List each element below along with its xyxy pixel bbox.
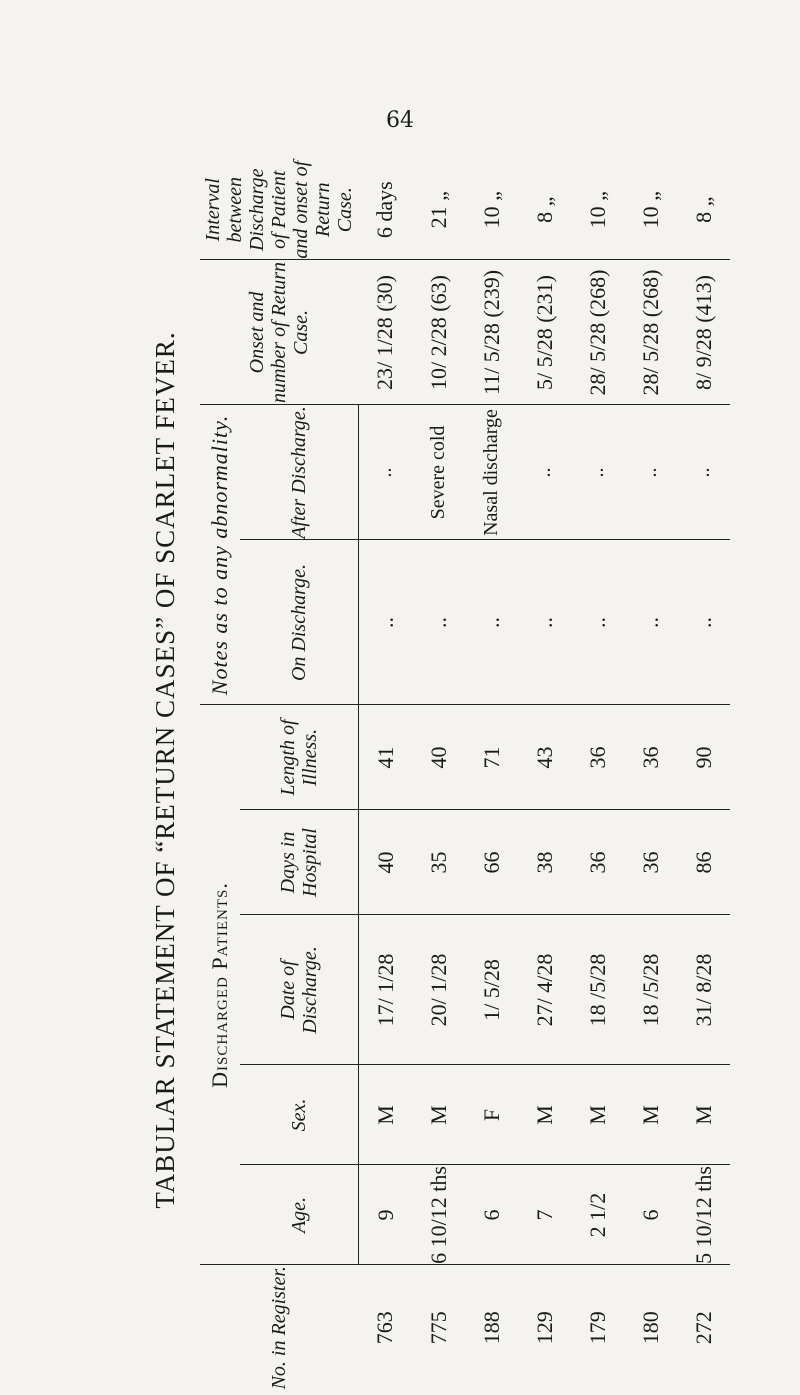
cell-onset: 8/ 9/28 (413) [677,260,730,405]
header-after-discharge: After Discharge. [240,405,359,540]
cell-interval: 8 „ [531,196,557,223]
cell-after-discharge: .. [359,405,413,540]
table-row [518,160,571,1390]
header-on-discharge: On Discharge. [240,540,359,705]
cell-sex: M [518,1065,571,1165]
cell-no: 272 [677,1265,730,1390]
header-date-of-discharge: Date of Discharge. [240,915,359,1065]
cell-no: 129 [518,1265,571,1390]
table-row [359,160,413,1390]
cell-age: 5 10/12 ths [677,1165,730,1265]
header-days-in-hospital: Days in Hospital [240,810,359,915]
table-row [624,160,677,1390]
cell-on-discharge: .. [624,540,677,705]
cell-no: 763 [359,1265,413,1390]
cell-length: 40 [412,705,465,810]
cell-sex: M [624,1065,677,1165]
cell-interval: 10 „ [478,191,504,229]
header-onset: Onset and number of Return Case. [200,260,359,405]
cell-onset: 28/ 5/28 (268) [624,260,677,405]
cell-sex: M [571,1065,624,1165]
cell-interval: 10 „ [584,191,610,229]
cell-date: 1/ 5/28 [465,915,518,1065]
cell-age: 7 [518,1165,571,1265]
cell-onset: 10/ 2/28 (63) [412,260,465,405]
cell-on-discharge: .. [677,540,730,705]
cell-length: 71 [465,705,518,810]
cell-interval: 10 „ [637,191,663,229]
cell-on-discharge: .. [571,540,624,705]
cell-after-discharge: .. [571,405,624,540]
cell-sex: M [677,1065,730,1165]
cell-days: 66 [465,810,518,915]
group-notes: Notes as to any abnormality. [200,405,240,705]
cell-age: 6 10/12 ths [412,1165,465,1265]
cell-on-discharge: .. [412,540,465,705]
table-row [412,160,465,1390]
cell-sex: M [412,1065,465,1165]
cell-age: 6 [465,1165,518,1265]
cell-after-discharge: .. [624,405,677,540]
table-row [571,160,624,1390]
cell-date: 17/ 1/28 [359,915,413,1065]
cell-date: 31/ 8/28 [677,915,730,1065]
cell-sex: M [359,1065,413,1165]
cell-days: 86 [677,810,730,915]
cell-onset: 11/ 5/28 (239) [465,260,518,405]
header-age: Age. [240,1165,359,1265]
cell-onset: 5/ 5/28 (231) [518,260,571,405]
cell-no: 188 [465,1265,518,1390]
header-interval: Interval between Discharge of Patient and onset of Return Case. [202,160,357,259]
cell-date: 18 /5/28 [571,915,624,1065]
cell-date: 27/ 4/28 [518,915,571,1065]
cell-age: 2 1/2 [571,1165,624,1265]
cell-age: 9 [359,1165,413,1265]
cell-interval: 8 „ [690,196,716,223]
cell-date: 20/ 1/28 [412,915,465,1065]
cell-days: 38 [518,810,571,915]
cell-after-discharge: Severe cold [412,405,465,540]
table-row [677,160,730,1390]
return-cases-table [200,160,730,1390]
cell-after-discharge: .. [677,405,730,540]
cell-length: 36 [624,705,677,810]
cell-no: 775 [412,1265,465,1390]
cell-length: 90 [677,705,730,810]
header-no: No. in Register. [200,1265,359,1390]
header-length-of-illness: Length of Illness. [240,705,359,810]
cell-after-discharge: Nasal discharge [465,405,518,540]
table-row [465,160,518,1390]
cell-length: 43 [518,705,571,810]
cell-length: 36 [571,705,624,810]
cell-days: 36 [571,810,624,915]
cell-interval: 6 days [372,181,398,239]
rotated-table-page [150,150,716,1390]
cell-onset: 23/ 1/28 (30) [359,260,413,405]
cell-age: 6 [624,1165,677,1265]
page-title: TABULAR STATEMENT OF “RETURN CASES” OF SCARLET FEVER. [150,331,180,1209]
cell-days: 35 [412,810,465,915]
cell-sex: F [465,1065,518,1165]
cell-after-discharge: .. [518,405,571,540]
group-discharged-patients: Discharged Patients. [200,705,240,1265]
cell-days: 36 [624,810,677,915]
cell-onset: 28/ 5/28 (268) [571,260,624,405]
cell-date: 18 /5/28 [624,915,677,1065]
page-number: 64 [386,108,414,133]
cell-interval: 21 „ [425,191,451,229]
cell-on-discharge: .. [359,540,413,705]
cell-no: 179 [571,1265,624,1390]
cell-length: 41 [359,705,413,810]
header-sex: Sex. [240,1065,359,1165]
cell-days: 40 [359,810,413,915]
cell-on-discharge: .. [465,540,518,705]
cell-no: 180 [624,1265,677,1390]
cell-on-discharge: .. [518,540,571,705]
